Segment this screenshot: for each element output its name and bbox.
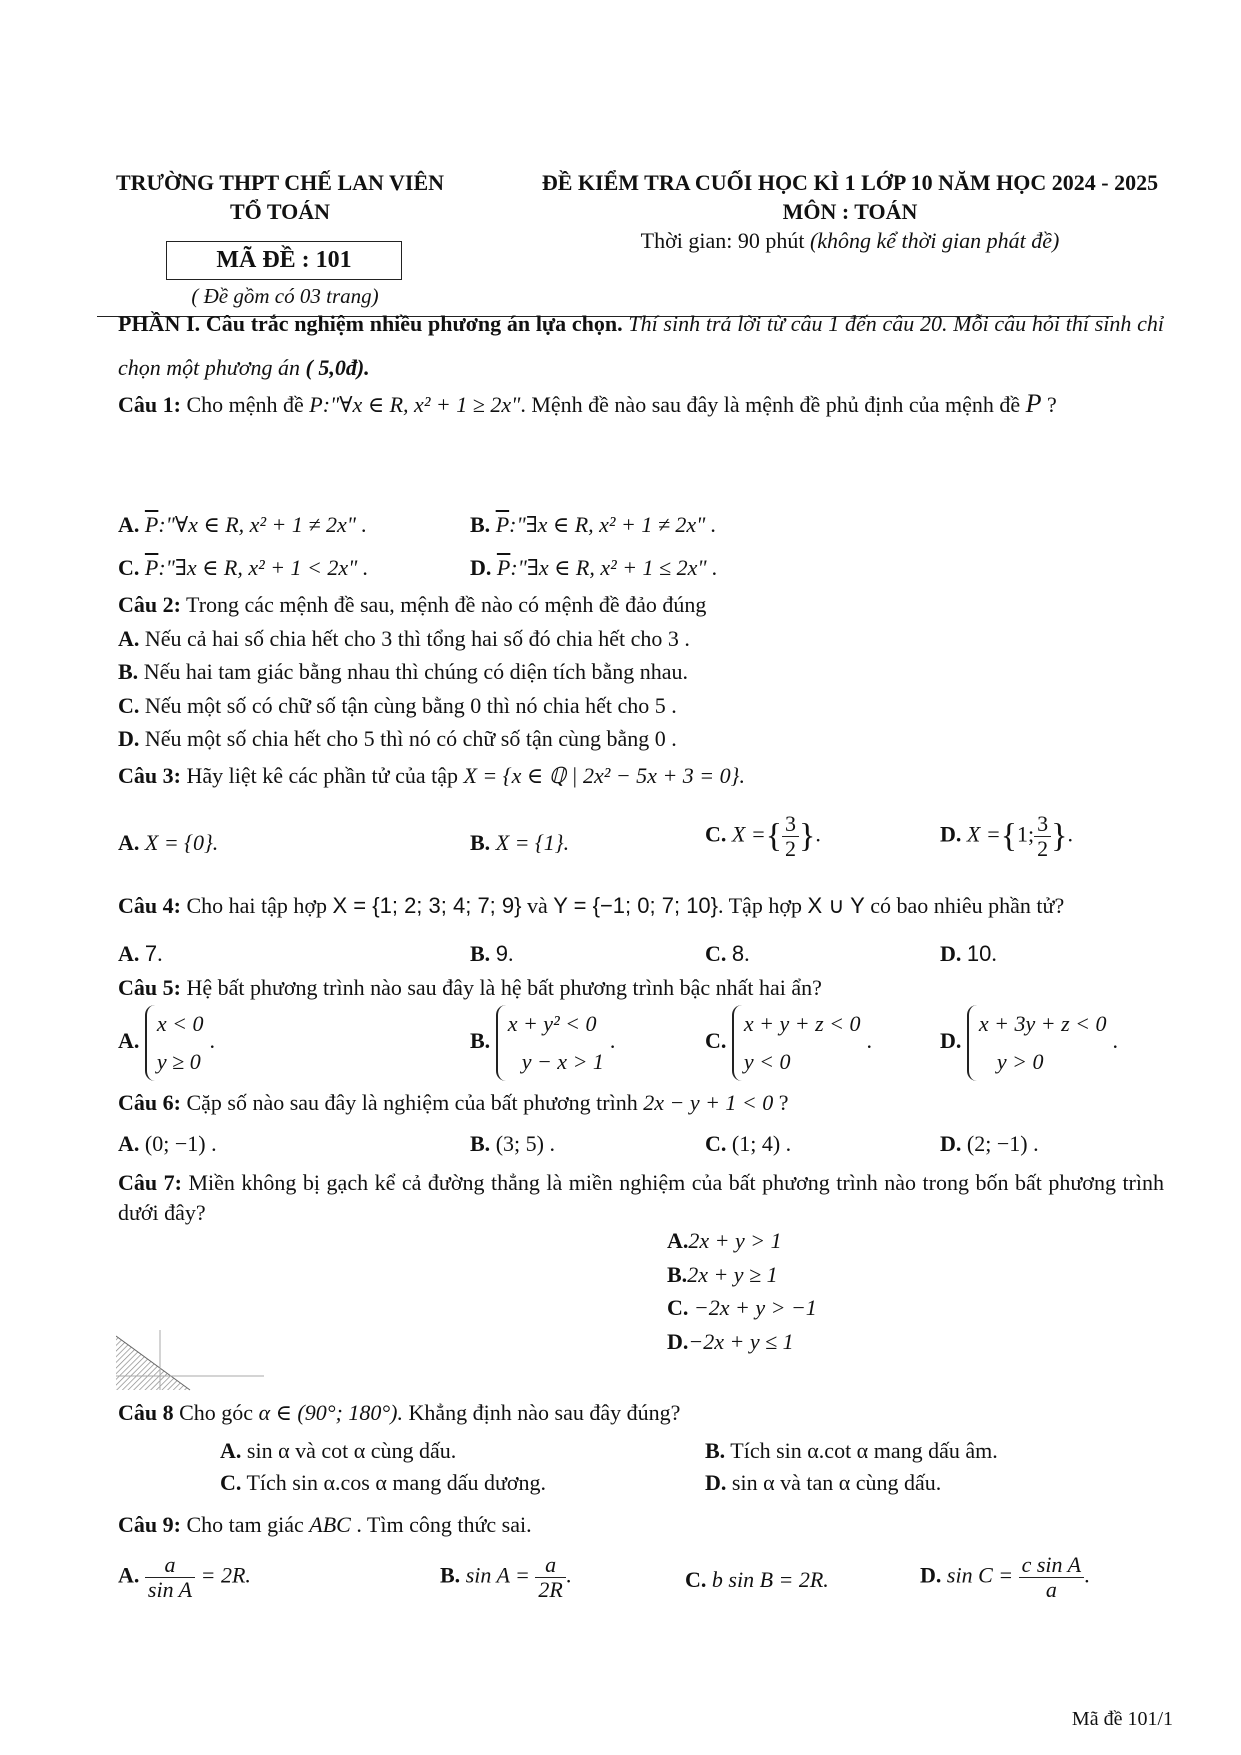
q3-option-a[interactable]: A. X = {0}. (118, 830, 219, 855)
q1-option-a[interactable]: A. $\overline{P}:"\forall x$ ∈ R, x² + 1 ≠ 2x" . (118, 512, 367, 537)
q1-option-c[interactable]: C. $\overline{P}:"\exists x$ ∈ R, x² + 1 < 2x" . (118, 555, 369, 580)
q5-option-b[interactable]: B. x + y² < 0 y − x > 1 . (470, 1005, 615, 1081)
q6-option-b[interactable]: B. (3; 5) . (470, 1131, 555, 1156)
department: TỔ TOÁN (229, 199, 331, 224)
q8-option-a[interactable]: A. sin α và cot α cùng dấu. (220, 1438, 457, 1463)
page-footer: Mã đề 101/1 (1071, 1708, 1173, 1730)
exam-code-box: MÃ ĐỀ : 101 (166, 241, 402, 280)
q1-option-b[interactable]: B. $\overline{P}:"\exists x$ ∈ R, x² + 1 ≠ 2x" . (470, 512, 717, 537)
q9-option-a[interactable]: A. $\frac{a}{\text{sin A}}$ = 2R. (118, 1552, 251, 1602)
question-8: Câu 8 Cho góc α ∈ (90°; 180°). Khẳng định nào sau đây đúng? (118, 1400, 681, 1425)
q7-graph-figure (116, 1328, 266, 1392)
exam-title: ĐỀ KIỂM TRA CUỐI HỌC KÌ 1 LỚP 10 NĂM HỌC 2024 - 2025 (541, 170, 1159, 195)
q7-option-c[interactable]: C. −2x + y > −1 (667, 1295, 817, 1320)
exam-header (505, 168, 1195, 255)
q5-option-d[interactable]: D. x + 3y + z < 0 y > 0 . (940, 1005, 1118, 1081)
question-2: Câu 2: Trong các mệnh đề sau, mệnh đề nào có mệnh đề đảo đúng (118, 592, 707, 617)
q7-option-b[interactable]: B.2x + y ≥ 1 (667, 1262, 778, 1287)
question-3: Câu 3: Hãy liệt kê các phần tử của tập X = {x ∈ ℚ | 2x² − 5x + 3 = 0}. (118, 763, 745, 788)
exam-time: Thời gian: 90 phút (không kể thời gian phát đề) (640, 228, 1060, 253)
q2-option-d[interactable]: D. Nếu một số chia hết cho 5 thì nó có chữ số tận cùng bằng 0 . (118, 726, 677, 751)
q7-option-a[interactable]: A.2x + y > 1 (667, 1228, 782, 1253)
q5-option-c[interactable]: C. x + y + z < 0 y < 0 . (705, 1005, 872, 1081)
q8-option-c[interactable]: C. Tích sin α.cos α mang dấu dương. (220, 1470, 547, 1495)
q8-option-b[interactable]: B. Tích sin α.cot α mang dấu âm. (705, 1438, 998, 1463)
q5-option-a[interactable]: A. x < 0 y ≥ 0 . (118, 1005, 215, 1081)
q3-option-c[interactable]: C. X ={ $\frac{3}{2}$ }. (705, 811, 821, 861)
subject: MÔN : TOÁN (782, 199, 918, 224)
q9-option-c[interactable]: C. b sin B = 2R. (685, 1567, 829, 1592)
q3-option-b[interactable]: B. X = {1}. (470, 830, 570, 855)
page-count-note: ( Đề gồm có 03 trang) (191, 284, 379, 308)
q6-option-d[interactable]: D. (2; −1) . (940, 1131, 1039, 1156)
q4-option-c[interactable]: C. 8. (705, 941, 750, 966)
question-6: Câu 6: Cặp số nào sau đây là nghiệm của bất phương trình 2x − y + 1 < 0 ? (118, 1090, 789, 1115)
q2-option-a[interactable]: A. Nếu cả hai số chia hết cho 3 thì tổng hai số đó chia hết cho 3 . (118, 626, 690, 651)
q4-option-a[interactable]: A. 7. (118, 941, 163, 966)
question-9: Câu 9: Cho tam giác ABC . Tìm công thức sai. (118, 1512, 532, 1537)
q9-option-b[interactable]: B. sin A = $\frac{a}{2R}$ . (440, 1552, 572, 1602)
q7-option-d[interactable]: D.−2x + y ≤ 1 (667, 1329, 794, 1354)
q9-option-d[interactable]: D. sin C = $\frac{\text{c sin A}}{a}$ . (920, 1552, 1090, 1602)
question-7: Câu 7: Miền không bị gạch kể cả đường thẳng là miền nghiệm của bất phương trình nào trong bốn bất phương trình dưới đây? (118, 1170, 1164, 1225)
q6-option-c[interactable]: C. (1; 4) . (705, 1131, 792, 1156)
q2-option-c[interactable]: C. Nếu một số có chữ số tận cùng bằng 0 thì nó chia hết cho 5 . (118, 693, 677, 718)
question-5: Câu 5: Hệ bất phương trình nào sau đây là hệ bất phương trình bậc nhất hai ẩn? (118, 975, 822, 1000)
question-4: Câu 4: Cho hai tập hợp X = {1; 2; 3; 4; 7; 9} và Y = {−1; 0; 7; 10}. Tập hợp X ∪ Y có bao nhiêu phần tử? (118, 893, 1065, 918)
school-header (100, 168, 460, 226)
q4-option-d[interactable]: D. 10. (940, 941, 997, 966)
part1-heading: PHẦN I. Câu trắc nghiệm nhiều phương án lựa chọn. Thí sinh trả lời từ câu 1 đến câu 20. Mỗi câu hỏi thí sinh chỉ chọn một phương án ( 5,0đ). (118, 311, 1164, 380)
school-name: TRƯỜNG THPT CHẾ LAN VIÊN (115, 170, 445, 195)
q8-option-d[interactable]: D. sin α và tan α cùng dấu. (705, 1470, 942, 1495)
q6-option-a[interactable]: A. (0; −1) . (118, 1131, 217, 1156)
q3-option-d[interactable]: D. X ={1; $\frac{3}{2}$ }. (940, 811, 1073, 861)
question-1: Câu 1: Cho mệnh đề P:"∀x ∈ R, x² + 1 ≥ 2x". Mệnh đề nào sau đây là mệnh đề phủ định của mệnh đề P ? (118, 389, 1057, 418)
q1-option-d[interactable]: D. $\overline{P}:"\exists x$ ∈ R, x² + 1 ≤ 2x" . (470, 555, 718, 580)
q2-option-b[interactable]: B. Nếu hai tam giác bằng nhau thì chúng có diện tích bằng nhau. (118, 659, 689, 684)
q4-option-b[interactable]: B. 9. (470, 941, 514, 966)
